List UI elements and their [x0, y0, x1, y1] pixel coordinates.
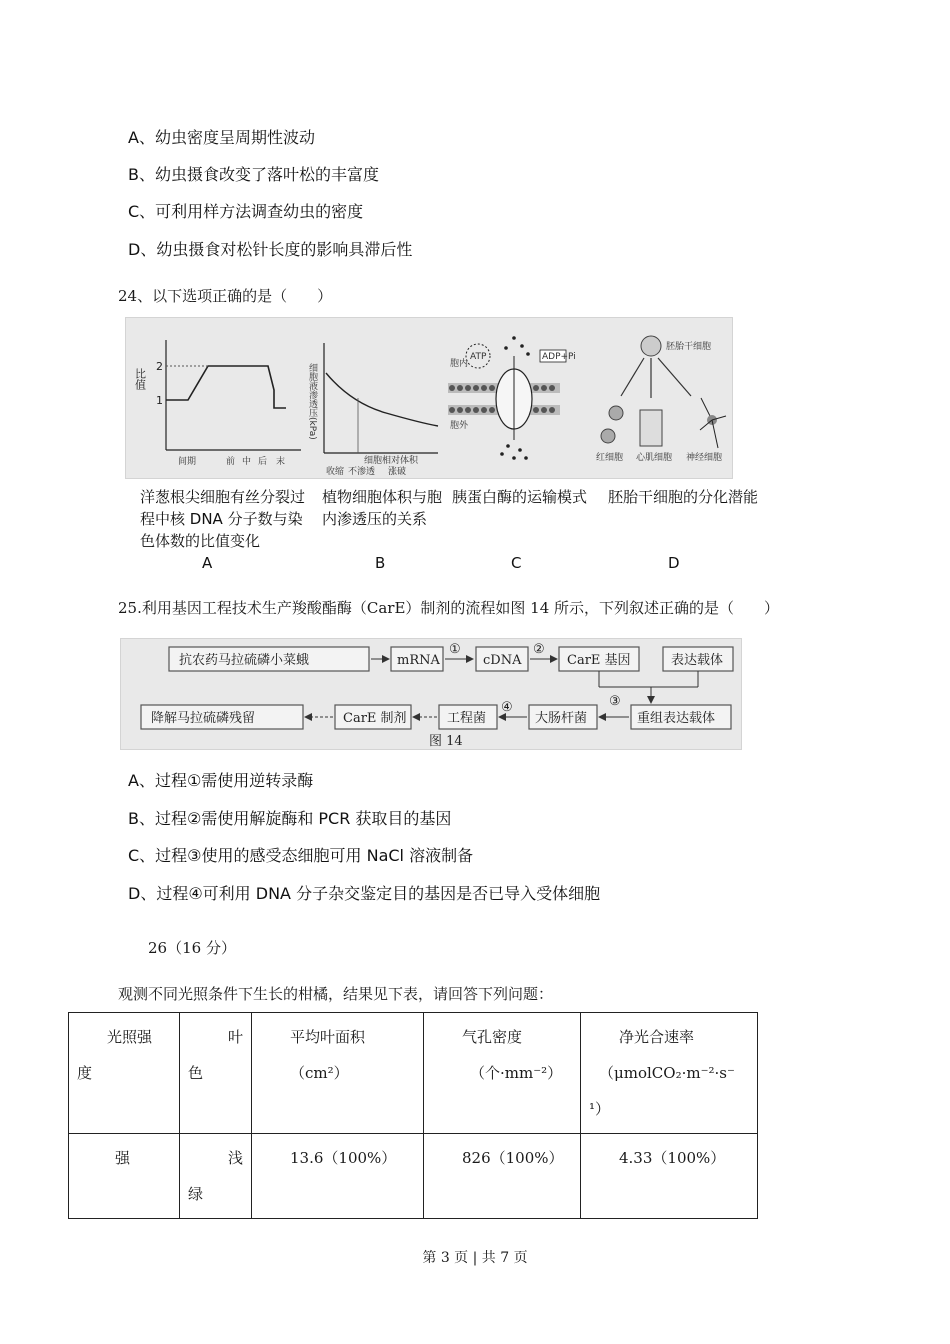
fig-c-adp: ADP+Pi: [542, 352, 576, 362]
fig-b-xtick-burst: 涨破: [388, 467, 407, 477]
q26-data-table: [68, 1012, 758, 1219]
cell-light: 强: [69, 1134, 180, 1219]
fig-d-heart-cell: [640, 410, 662, 446]
q25-option-d: D、过程④可利用 DNA 分子杂交鉴定目的基因是否已导入受体细胞: [128, 884, 601, 903]
cell-stomata: 826（100%）: [424, 1134, 581, 1219]
fig-b-curve: [326, 373, 438, 426]
q24-caption-c: 胰蛋白酶的运输模式: [452, 488, 588, 506]
flow-step-1: ①: [449, 642, 461, 657]
fig-a-xtick-interphase: 间期: [178, 457, 197, 467]
fig-b-chart: [307, 343, 438, 477]
fig-a-xtick-ana: 后: [258, 457, 268, 467]
fig-c-atp: ATP: [470, 352, 487, 362]
q23-option-d: D、幼虫摄食对松针长度的影响具滞后性: [128, 240, 413, 259]
fig-a-ylabel: 比值: [133, 368, 147, 390]
q24-letter-d: D: [668, 554, 680, 572]
q24-caption-a: 洋葱根尖细胞有丝分裂过程中核 DNA 分子数与染色体数的比值变化: [140, 488, 306, 550]
fig-c-outside-label: 胞内: [450, 359, 469, 369]
q25-option-a: A、过程①需使用逆转录酶: [128, 771, 314, 790]
fig-d-differentiation: [596, 336, 726, 463]
flow-vector: 表达载体: [671, 653, 724, 668]
flow-step-2: ②: [533, 642, 545, 657]
q24-figure-panel: [125, 317, 733, 479]
header-leaf-area: 平均叶面积 （cm²）: [252, 1013, 424, 1134]
fig-a-xtick-telo: 末: [276, 457, 286, 467]
header-stomata: 气孔密度 （个·mm⁻²）: [424, 1013, 581, 1134]
q24-caption-b: 植物细胞体积与胞内渗透压的关系: [322, 488, 443, 528]
table-header-row: [69, 1013, 758, 1134]
fig-a-ytick-2: 2: [156, 360, 163, 373]
fig-b-xtick-none: 不渗透: [348, 467, 376, 477]
q25-option-b: B、过程②需使用解旋酶和 PCR 获取目的基因: [128, 809, 452, 828]
fig-d-stem-label: 胚胎干细胞: [666, 342, 712, 352]
flow-step-4: ④: [501, 700, 513, 715]
flow-enzyme: CarE 制剂: [343, 711, 407, 726]
q25-flow-figure: [120, 638, 742, 750]
header-light: 光照强 度: [69, 1013, 180, 1134]
q26-stem: 26（16 分）: [148, 939, 236, 957]
flow-gene: CarE 基因: [567, 653, 631, 668]
q24-letter-b: B: [375, 554, 386, 572]
fig-a-xtick-pro: 前: [226, 457, 236, 467]
fig-d-heart-label: 心肌细胞: [636, 453, 673, 463]
q26-intro: 观测不同光照条件下生长的柑橘，结果见下表，请回答下列问题：: [118, 985, 554, 1003]
fig-a-xtick-meta: 中: [242, 457, 252, 467]
fig-b-ylabel: 细胞液渗透压(kPa): [307, 363, 317, 440]
q23-option-b: B、幼虫摄食改变了落叶松的丰富度: [128, 165, 379, 184]
fig-c-membrane: [448, 336, 576, 460]
flow-eng: 工程菌: [447, 711, 487, 726]
flow-recombinant: 重组表达载体: [637, 711, 716, 726]
fig-a-chart: [134, 340, 302, 467]
q25-flow-svg: [121, 639, 741, 749]
flow-caption: 图 14: [429, 734, 463, 749]
q25-option-c: C、过程③使用的感受态细胞可用 NaCl 溶液制备: [128, 846, 474, 865]
flow-source: 抗农药马拉硫磷小菜蛾: [179, 653, 310, 668]
fig-c-inside-label: 胞外: [450, 421, 469, 431]
q25-stem: 25.利用基因工程技术生产羧酸酯酶（CarE）制剂的流程如图 14 所示，下列叙述正确的是（ ）: [118, 599, 780, 617]
q24-figures-svg: [126, 318, 732, 478]
fig-b-xtick-shrink: 收缩: [326, 467, 345, 477]
fig-d-red-cell: [609, 406, 623, 420]
cell-photosynthesis: 4.33（100%）: [581, 1134, 758, 1219]
flow-step-3: ③: [609, 694, 621, 709]
q23-option-a: A、幼虫密度呈周期性波动: [128, 128, 315, 147]
cell-leaf-color: 浅 绿: [180, 1134, 252, 1219]
flow-ecoli: 大肠杆菌: [535, 711, 588, 726]
fig-b-xlabel: 细胞相对体积: [364, 456, 419, 466]
q24-letter-a: A: [202, 554, 213, 572]
flow-mrna: mRNA: [397, 653, 440, 668]
fig-a-ratio-line: [166, 366, 286, 408]
fig-d-stem-cell: [641, 336, 661, 356]
fig-a-ytick-1: 1: [156, 394, 163, 407]
flow-degrade: 降解马拉硫磷残留: [151, 711, 256, 726]
q24-caption-d: 胚胎干细胞的分化潜能: [608, 488, 759, 506]
fig-d-red-label: 红细胞: [596, 453, 624, 463]
page-footer: 第 3 页 | 共 7 页: [422, 1250, 528, 1266]
q23-option-c: C、可利用样方法调查幼虫的密度: [128, 202, 364, 221]
header-photosynthesis: 净光合速率 （μmolCO₂·m⁻²·s⁻ ¹）: [581, 1013, 758, 1134]
q24-letter-c: C: [511, 554, 522, 572]
table-row: [69, 1134, 758, 1219]
q24-stem: 24、以下选项正确的是（ ）: [118, 287, 333, 305]
flow-cdna: cDNA: [483, 653, 522, 668]
fig-d-nerve-label: 神经细胞: [686, 453, 723, 463]
cell-leaf-area: 13.6（100%）: [252, 1134, 424, 1219]
header-leaf-color: 叶 色: [180, 1013, 252, 1134]
